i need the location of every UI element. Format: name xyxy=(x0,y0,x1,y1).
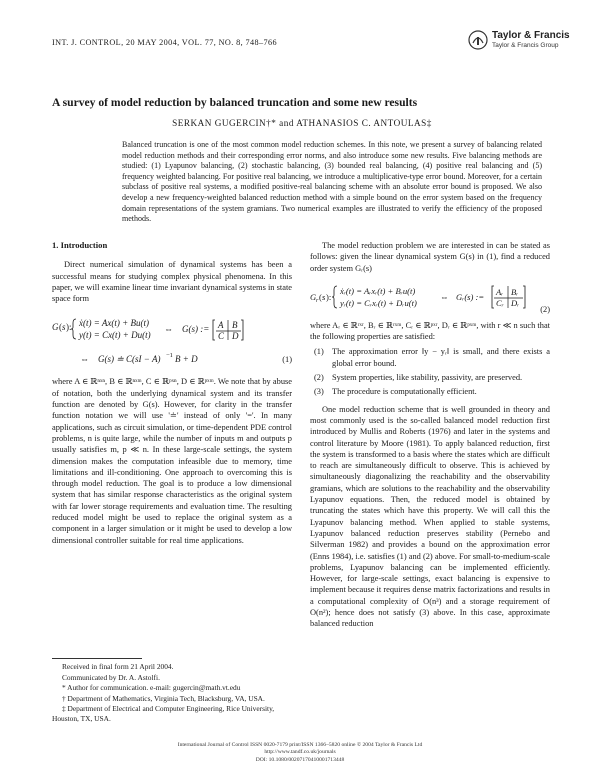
footnote-affiliation-2: ‡ Department of Electrical and Computer Engineering, Rice University, Houston, TX, USA. xyxy=(52,704,275,723)
equation-2 xyxy=(310,280,550,316)
footnote-affiliation-1: † Department of Mathematics, Virginia Tech, Blacksburg, VA, USA. xyxy=(62,693,265,703)
list-item: (1) The approximation error ‖y − yᵣ‖ is small, and there exists a global error bound. xyxy=(314,347,550,368)
footnote-received: Received in final form 21 April 2004. xyxy=(62,662,174,671)
svg-text:G: G xyxy=(52,322,59,333)
equation-1 xyxy=(52,310,292,372)
footnote-corresponding: * Author for communication. e-mail: gugercin@math.vt.edu xyxy=(62,683,241,693)
credits-line-2: http://www.tandf.co.uk/journals xyxy=(264,749,336,756)
conditions-list xyxy=(310,346,550,397)
intro-paragraph-1: Direct numerical simulation of dynamical systems has been a successful means for studying complex physical phenomena. In this paper, we will examine linear time invariant dynamical systems in state space form xyxy=(52,260,292,304)
running-head: INT. J. CONTROL, 20 MAY 2004, VOL. 77, NO. 8, 748–766 xyxy=(52,38,277,47)
svg-text:⇔: ⇔ xyxy=(440,291,449,302)
svg-text:r: r xyxy=(316,297,319,304)
journal-credits xyxy=(120,742,480,764)
svg-text:G(s) ≐ C(sI − A): G(s) ≐ C(sI − A) xyxy=(98,354,161,365)
svg-text:⇔: ⇔ xyxy=(80,354,89,365)
svg-text:B: B xyxy=(232,320,238,331)
svg-text:G(s) :=: G(s) := xyxy=(182,324,210,335)
svg-text:Aᵣ: Aᵣ xyxy=(496,286,504,297)
right-paragraph-2: where Aᵣ ∈ ℝʳˣʳ, Bᵣ ∈ ℝʳˣᵐ, Cᵣ ∈ ℝᵖˣʳ, Dᵣ ∈ ℝᵖˣᵐ, with r ≪ n such that the following properties are satisfied: xyxy=(310,320,550,342)
svg-text:Dᵣ: Dᵣ xyxy=(511,297,520,308)
publisher-logo xyxy=(468,28,578,54)
svg-text:ẋ(t) = Ax(t) + Bu(t): ẋ(t) = Ax(t) + Bu(t) xyxy=(79,318,149,329)
left-column xyxy=(52,240,292,546)
article-abstract: Balanced truncation is one of the most common model reduction schemes. In this note, we present a survey of balancing related model reduction methods and their corresponding error norms, and also introduce some new results. Five balancing methods are studied: (1) Lyapunov balancing, (2) stochastic balancing, (3) bounded real balancing, (4) positive real balancing and (5) frequency weighted balancing. For positive real balancing, we introduce a multiplicative-type error bound. Moreover, for a certain subclass of positive real systems, a modified positive-real balancing scheme with an absolute error bound is proposed. We also develop a new frequency-weighted balanced reduction method with a simple bound on the error system based on the frequency domain representations of the system gramians. Two numerical examples are illustrated to verify the efficiency of the proposed methods. xyxy=(122,140,542,224)
footnote-divider xyxy=(52,658,142,659)
svg-text:Gᵣ(s) :=: Gᵣ(s) := xyxy=(456,291,485,302)
svg-text:D: D xyxy=(232,331,239,342)
svg-text:B + D: B + D xyxy=(175,354,198,365)
publisher-group: Taylor & Francis Group xyxy=(492,42,559,49)
right-paragraph-3: One model reduction scheme that is well grounded in theory and most commonly used is the so-called balanced model reduction first introduced by Mullis and Roberts (1976) and later in the systems and control literature by Moore (1981). To apply balanced reduction, first the system is transformed to a basis where the states which are difficult to reach are simultaneously difficult to observe. This is achieved by simultaneously diagonalizing the reachability and the observability gramians, which are solutions to the reachability and the observability Lyapunov equations. Then, the reduced model is obtained by truncating the states which have this property. We will call this the Lyapunov balancing method. When applied to stable systems, Lyapunov balanced reduction preserves stability (Pernebo and Silverman 1982) and provides a bound on the approximation error (Enns 1984), i.e. satisfies (1) and (2) above. For small-to-medium-scale problems, Lyapunov balancing can be implemented efficiently. However, for large-scale settings, exact balancing is expensive to implement because it requires dense matrix factorizations and results in a computational complexity of O(n³) and a storage requirement of O(n²); hence does not satisfy (3) above. In this case, approximate balanced reduction xyxy=(310,404,550,629)
equation-1-graphic xyxy=(52,310,282,372)
publisher-logo-icon xyxy=(468,30,488,50)
svg-text:yᵣ(t) = Cᵣxᵣ(t) + Dᵣu(t): yᵣ(t) = Cᵣxᵣ(t) + Dᵣu(t) xyxy=(340,297,417,308)
svg-text:(: ( xyxy=(319,291,322,302)
list-item: (2) System properties, like stability, passivity, are preserved. xyxy=(314,373,523,383)
equation-2-number: (2) xyxy=(540,304,550,314)
svg-text:):: ): xyxy=(66,322,72,333)
svg-text:C: C xyxy=(218,331,225,342)
svg-text:−1: −1 xyxy=(166,352,173,360)
svg-text:y(t) = Cx(t) + Du(t): y(t) = Cx(t) + Du(t) xyxy=(79,330,151,341)
right-paragraph-1: The model reduction problem we are interested in can be stated as follows: given the linear dynamical system G(s) in (1), find a reduced order system Gᵣ(s) xyxy=(310,241,550,273)
footnotes xyxy=(52,662,292,725)
intro-paragraph-2: where A ∈ ℝⁿˣⁿ, B ∈ ℝⁿˣᵐ, C ∈ ℝᵖˣⁿ, D ∈ ℝᵖˣᵐ. We note that by abuse of notation, both the underlying dynamical system and its transfer function are denoted by G(s). However, for clarity in the transfer function notation we will use '≐' instead of only '='. In many applications, such as circuit simulation, or time-dependent PDE control problems, n is quite large, while the number of inputs m and outputs p usually satisfies m, p ≪ n. In these large-scale settings, the system dimension makes the computation infeasible due to memory, time limitations and ill-conditioning. One approach to overcoming this is through model reduction. The goal is to produce a low dimensional system that has similar response characteristics as the original system with far lower storage requirements and evaluation time. The resulting reduced model might be used to replace the original system as a component in a larger simulation or it might be used to develop a low dimensional controller suitable for real time applications. xyxy=(52,377,292,545)
article-authors: SERKAN GUGERCIN†* and ATHANASIOS C. ANTOULAS‡ xyxy=(172,118,432,128)
publisher-name: Taylor & Francis xyxy=(492,30,570,41)
svg-text:Bᵣ: Bᵣ xyxy=(511,286,519,297)
svg-text:A: A xyxy=(218,320,224,331)
credits-line-3: DOI: 10.1080/00207170410001713448 xyxy=(255,756,345,763)
svg-text:):: ): xyxy=(326,291,332,302)
svg-text:s: s xyxy=(62,322,66,333)
svg-text:⇔: ⇔ xyxy=(164,324,173,335)
section-heading: 1. Introduction xyxy=(52,240,108,250)
svg-text:(: ( xyxy=(59,322,62,333)
svg-text:Cᵣ: Cᵣ xyxy=(496,297,504,308)
list-item: (3) The procedure is computationally efficient. xyxy=(314,387,477,397)
svg-text:ẋᵣ(t) = Aᵣxᵣ(t) + Bᵣu(t): ẋᵣ(t) = Aᵣxᵣ(t) + Bᵣu(t) xyxy=(340,285,416,296)
right-column xyxy=(310,240,550,630)
credits-line-1: International Journal of Control ISSN 0020-7179 print/ISSN 1366–5820 online © 2004 Taylor & Francis Ltd xyxy=(177,742,423,748)
equation-1-number: (1) xyxy=(282,355,292,365)
svg-text:s: s xyxy=(322,291,326,302)
svg-text:G: G xyxy=(310,291,317,302)
article-title: A survey of model reduction by balanced truncation and some new results xyxy=(52,96,418,109)
footnote-communicated: Communicated by Dr. A. Astolfi. xyxy=(62,672,160,682)
equation-2-graphic xyxy=(310,280,540,316)
